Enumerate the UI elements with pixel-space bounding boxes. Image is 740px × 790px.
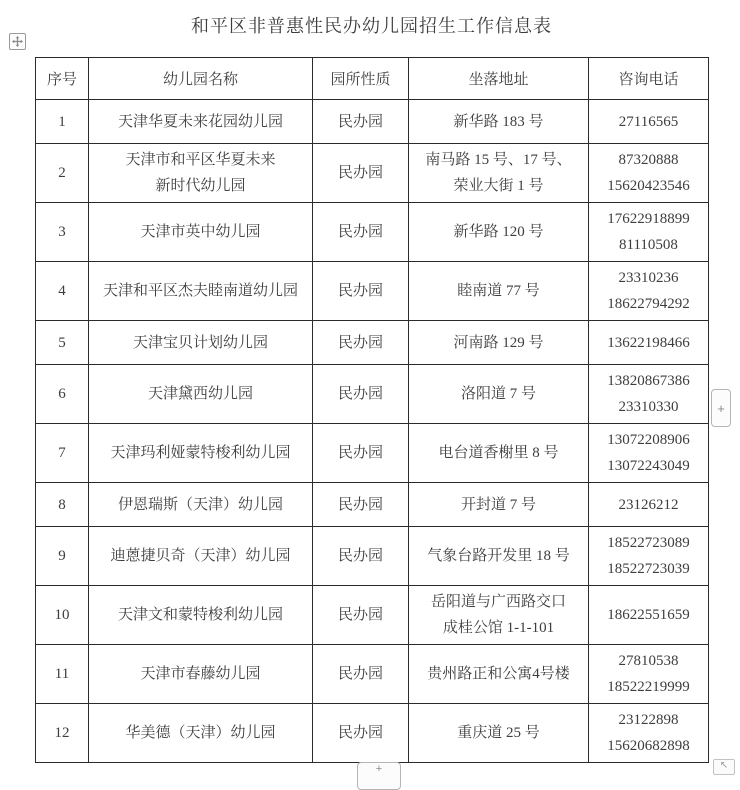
- insert-handle-right[interactable]: [711, 389, 731, 427]
- cell-phone: 17622918899 81110508: [589, 203, 709, 262]
- cell-type: 民办园: [313, 203, 409, 262]
- cell-address: 睦南道 77 号: [409, 262, 589, 321]
- move-cross-icon: [12, 36, 23, 47]
- cell-name: 天津市春藤幼儿园: [89, 645, 313, 704]
- cell-type: 民办园: [313, 365, 409, 424]
- cell-address: 贵州路正和公寓4号楼: [409, 645, 589, 704]
- cell-type: 民办园: [313, 645, 409, 704]
- table-row: [36, 645, 709, 704]
- table-row: [36, 262, 709, 321]
- cell-no: 10: [36, 586, 89, 645]
- column-header-phone: 咨询电话: [589, 58, 709, 100]
- table-row: [36, 527, 709, 586]
- plus-icon: +: [717, 400, 725, 416]
- table-row: [36, 144, 709, 203]
- column-header-type: 园所性质: [313, 58, 409, 100]
- cell-phone: 23122898 15620682898: [589, 704, 709, 763]
- plus-icon: +: [375, 763, 383, 775]
- cell-name: 天津文和蒙特梭利幼儿园: [89, 586, 313, 645]
- cell-no: 1: [36, 100, 89, 144]
- table-move-handle[interactable]: [9, 33, 26, 50]
- cell-phone: 27810538 18522219999: [589, 645, 709, 704]
- cell-address: 河南路 129 号: [409, 321, 589, 365]
- column-header-no: 序号: [36, 58, 89, 100]
- cell-name: 天津宝贝计划幼儿园: [89, 321, 313, 365]
- cell-address: 电台道香榭里 8 号: [409, 424, 589, 483]
- column-header-name: 幼儿园名称: [89, 58, 313, 100]
- header-row: [36, 58, 709, 100]
- cell-phone: 13622198466: [589, 321, 709, 365]
- table-row: [36, 321, 709, 365]
- cell-type: 民办园: [313, 704, 409, 763]
- resize-arrow-icon: ↖: [719, 760, 729, 771]
- cell-no: 11: [36, 645, 89, 704]
- cell-address: 南马路 15 号、17 号、 荣业大街 1 号: [409, 144, 589, 203]
- cell-name: 天津市英中幼儿园: [89, 203, 313, 262]
- cell-address: 洛阳道 7 号: [409, 365, 589, 424]
- cell-name: 伊恩瑞斯（天津）幼儿园: [89, 483, 313, 527]
- cell-phone: 18522723089 18522723039: [589, 527, 709, 586]
- cell-type: 民办园: [313, 262, 409, 321]
- cell-phone: 18622551659: [589, 586, 709, 645]
- kindergarten-info-table: [35, 57, 709, 763]
- cell-name: 天津市和平区华夏未来 新时代幼儿园: [89, 144, 313, 203]
- column-header-address: 坐落地址: [409, 58, 589, 100]
- cell-no: 4: [36, 262, 89, 321]
- cell-phone: 23126212: [589, 483, 709, 527]
- cell-no: 5: [36, 321, 89, 365]
- cell-address: 气象台路开发里 18 号: [409, 527, 589, 586]
- cell-address: 新华路 183 号: [409, 100, 589, 144]
- cell-no: 9: [36, 527, 89, 586]
- table-row: [36, 704, 709, 763]
- cell-name: 天津玛利娅蒙特梭利幼儿园: [89, 424, 313, 483]
- cell-type: 民办园: [313, 100, 409, 144]
- table-header: [36, 58, 709, 100]
- cell-no: 12: [36, 704, 89, 763]
- cell-address: 岳阳道与广西路交口 成桂公馆 1-1-101: [409, 586, 589, 645]
- cell-no: 8: [36, 483, 89, 527]
- cell-type: 民办园: [313, 527, 409, 586]
- cell-phone: 13820867386 23310330: [589, 365, 709, 424]
- cell-address: 开封道 7 号: [409, 483, 589, 527]
- page-title: 和平区非普惠性民办幼儿园招生工作信息表: [191, 16, 552, 36]
- cell-no: 2: [36, 144, 89, 203]
- table-row: [36, 365, 709, 424]
- table-resize-handle[interactable]: [713, 759, 735, 775]
- cell-type: 民办园: [313, 483, 409, 527]
- cell-phone: 13072208906 13072243049: [589, 424, 709, 483]
- cell-name: 天津华夏未来花园幼儿园: [89, 100, 313, 144]
- cell-no: 6: [36, 365, 89, 424]
- table-row: [36, 100, 709, 144]
- cell-address: 重庆道 25 号: [409, 704, 589, 763]
- cell-phone: 87320888 15620423546: [589, 144, 709, 203]
- cell-phone: 27116565: [589, 100, 709, 144]
- cell-type: 民办园: [313, 321, 409, 365]
- insert-handle-bottom[interactable]: [357, 762, 401, 790]
- cell-no: 7: [36, 424, 89, 483]
- cell-type: 民办园: [313, 586, 409, 645]
- cell-no: 3: [36, 203, 89, 262]
- cell-name: 天津黛西幼儿园: [89, 365, 313, 424]
- cell-type: 民办园: [313, 144, 409, 203]
- table-row: [36, 483, 709, 527]
- cell-name: 迪蒽捷贝奇（天津）幼儿园: [89, 527, 313, 586]
- table-row: [36, 203, 709, 262]
- cell-name: 天津和平区杰夫睦南道幼儿园: [89, 262, 313, 321]
- cell-phone: 23310236 18622794292: [589, 262, 709, 321]
- table-row: [36, 424, 709, 483]
- cell-type: 民办园: [313, 424, 409, 483]
- cell-address: 新华路 120 号: [409, 203, 589, 262]
- table-row: [36, 586, 709, 645]
- cell-name: 华美德（天津）幼儿园: [89, 704, 313, 763]
- table-body: [36, 100, 709, 763]
